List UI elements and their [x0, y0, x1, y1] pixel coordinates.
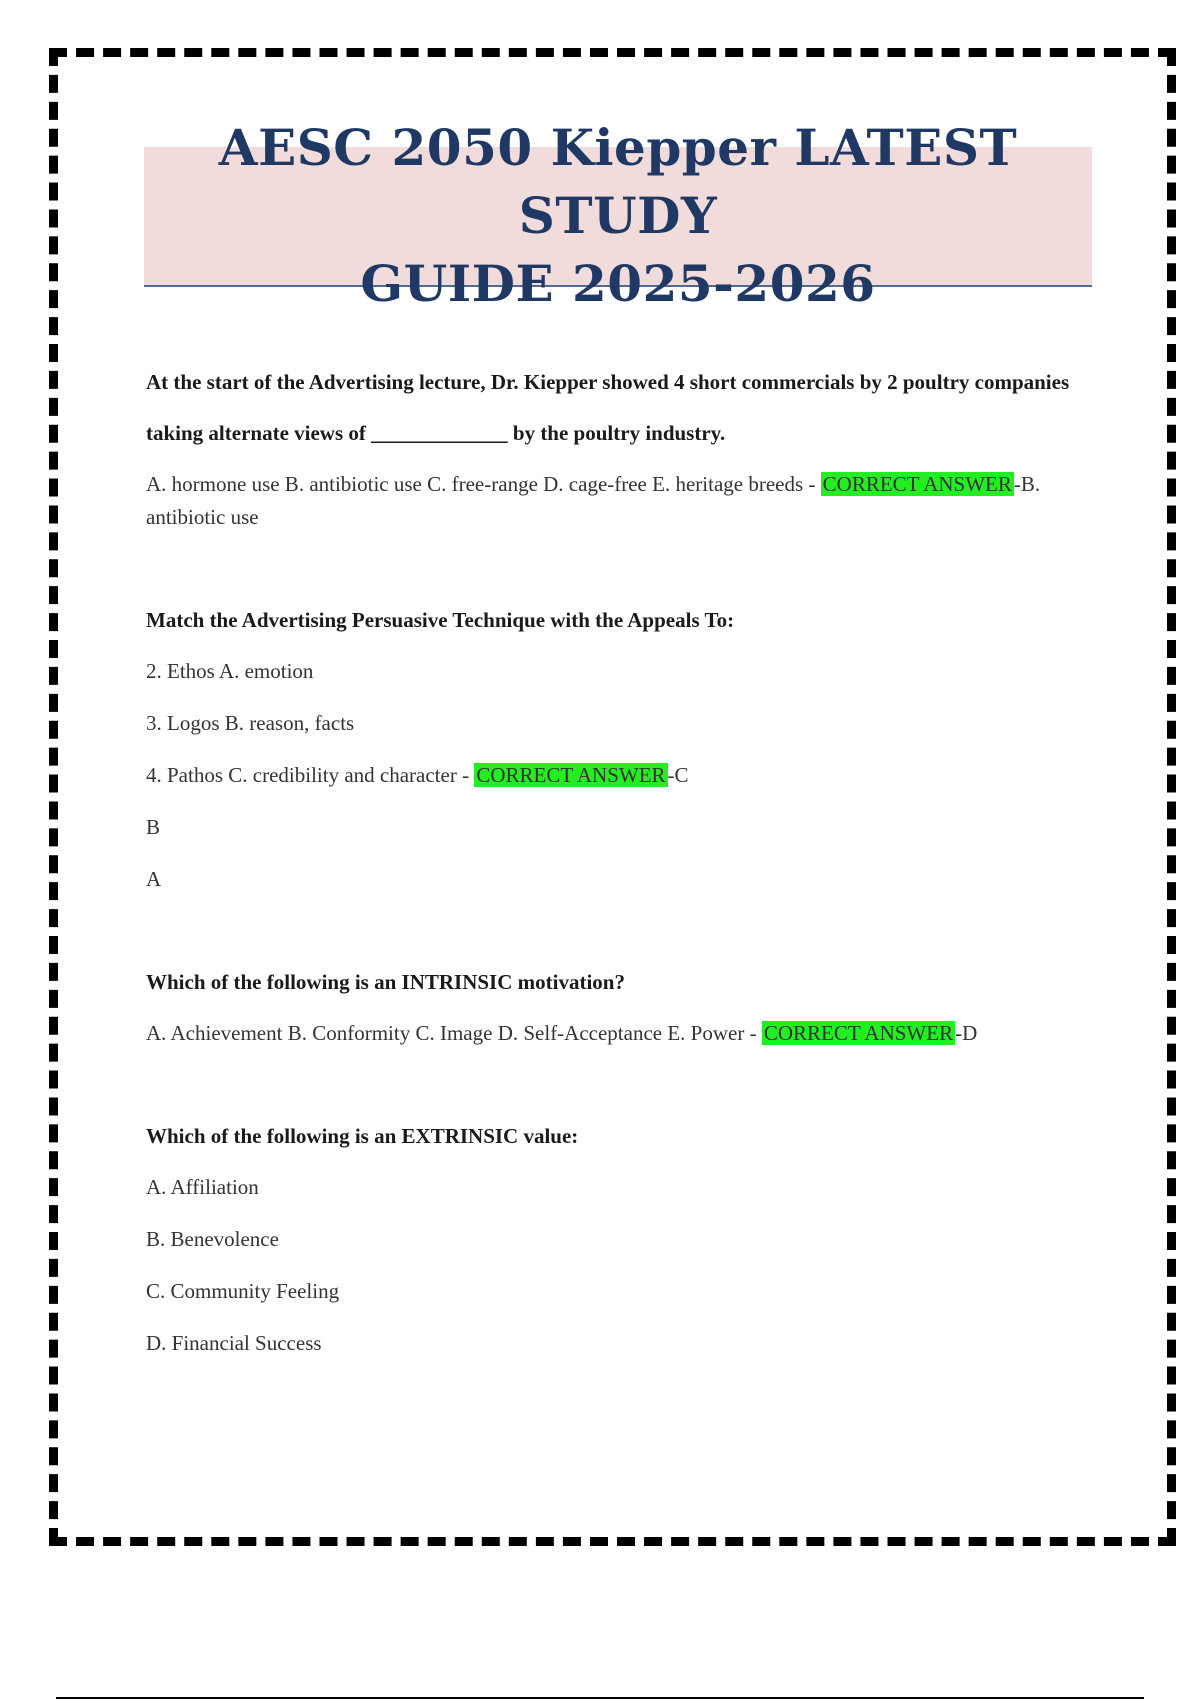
correct-answer-highlight: CORRECT ANSWER: [822, 472, 1012, 496]
title-banner: [144, 118, 1092, 313]
question-4-option-b: B. Benevolence: [146, 1227, 279, 1251]
question-3-prompt: Which of the following is an INTRINSIC motivation?: [146, 970, 625, 994]
question-2-answer: -C: [667, 763, 689, 787]
question-3-options-text: A. Achievement B. Conformity C. Image D. Self-Acceptance E. Power -: [146, 1021, 762, 1045]
title-line-1: AESC 2050 Kiepper LATEST STUDY: [218, 118, 1018, 245]
question-2-line-5: A: [146, 867, 162, 891]
question-1-prompt-continued: taking alternate views of _____________ by the poultry industry.: [146, 421, 726, 445]
correct-answer-highlight: CORRECT ANSWER: [763, 1021, 954, 1045]
question-2-line-2: 3. Logos B. reason, facts: [146, 711, 355, 735]
question-2-line-3: [146, 759, 1076, 792]
question-3-answer: -D: [955, 1021, 978, 1045]
question-1-prompt: At the start of the Advertising lecture, Dr. Kiepper showed 4 short commercials by 2 poultry companies: [146, 370, 1070, 394]
question-block-4: [146, 1120, 1076, 1360]
question-2-prompt: Match the Advertising Persuasive Technique with the Appeals To:: [146, 608, 735, 632]
title-line-2: GUIDE 2025-2026: [360, 254, 876, 313]
question-1-answer: -B. antibiotic use: [146, 472, 1041, 529]
question-4-option-a: A. Affiliation: [146, 1175, 259, 1199]
question-1-options-text: A. hormone use B. antibiotic use C. free-range D. cage-free E. heritage breeds -: [146, 472, 821, 496]
question-4-prompt: Which of the following is an EXTRINSIC value:: [146, 1124, 579, 1148]
question-4-option-d: D. Financial Success: [146, 1331, 322, 1355]
question-1-options: [146, 468, 1076, 534]
question-block-3: [146, 966, 1076, 1050]
correct-answer-highlight: CORRECT ANSWER: [476, 763, 666, 787]
footer-rule: [56, 1697, 1144, 1699]
study-guide-content: [146, 366, 1076, 1379]
question-block-2: [146, 604, 1076, 896]
question-block-1: [146, 366, 1076, 534]
document-title: [144, 114, 1092, 318]
question-4-option-c: C. Community Feeling: [146, 1279, 340, 1303]
question-2-line-3-text: 4. Pathos C. credibility and character -: [146, 763, 475, 787]
question-2-line-4: B: [146, 815, 161, 839]
question-3-options: [146, 1017, 1076, 1050]
question-2-line-1: 2. Ethos A. emotion: [146, 659, 314, 683]
